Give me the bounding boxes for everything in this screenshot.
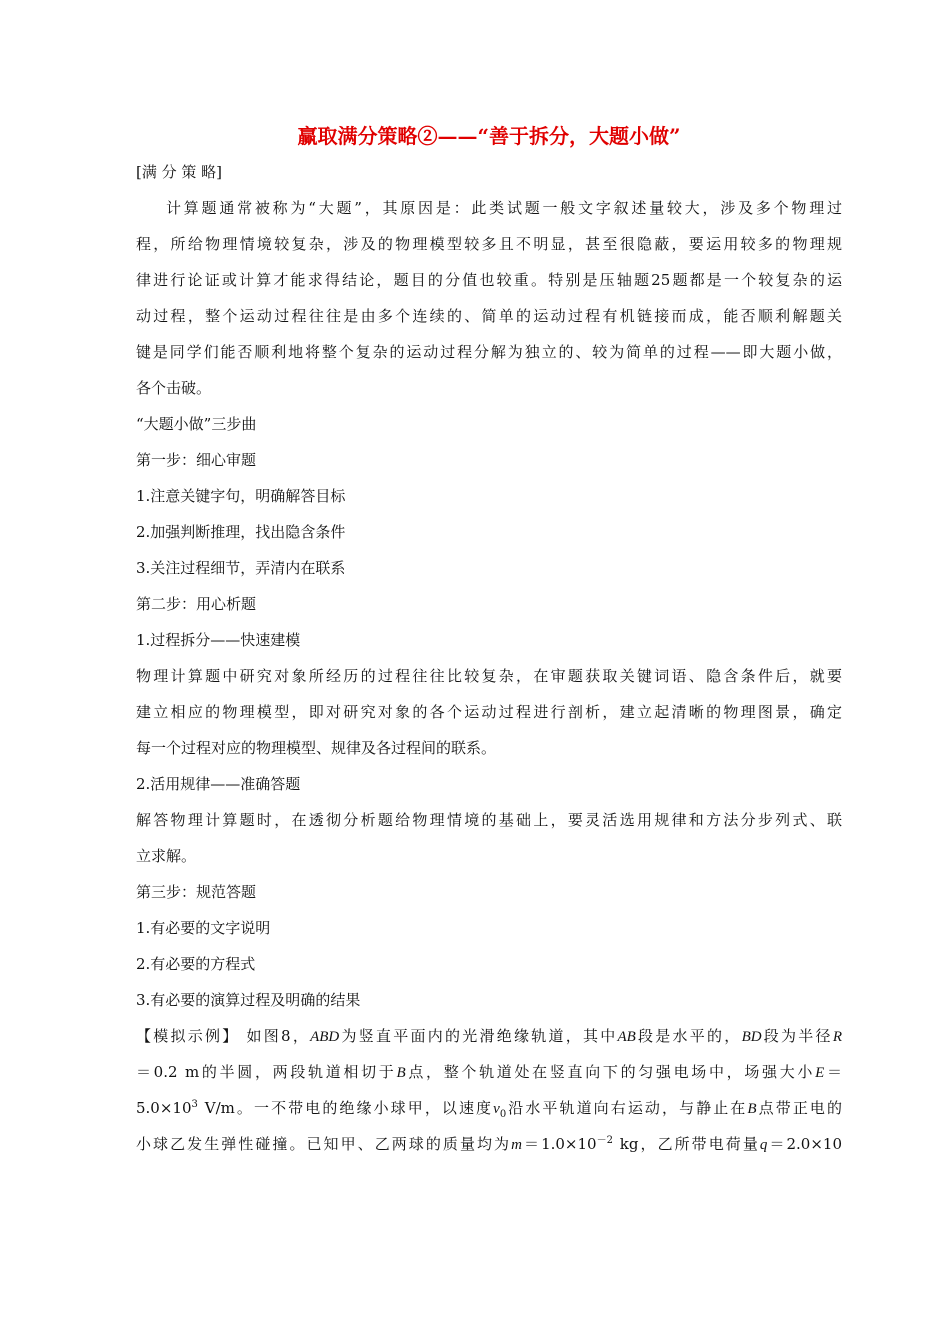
step2-heading: 第二步：用心析题	[136, 595, 257, 613]
example-text: 沿水平轨道向右运动，与静止在	[506, 1099, 748, 1117]
example-text: 小球乙发生弹性碰撞。已知甲、乙两球的质量均为	[136, 1135, 512, 1153]
math-symbol: ABD	[310, 1029, 340, 1045]
step1-heading: 第一步：细心审题	[136, 451, 257, 469]
exponent: 3	[191, 1099, 198, 1110]
math-symbol: q	[759, 1137, 768, 1153]
intro-line: 律进行论证或计算才能求得结论，题目的分值也较重。特别是压轴题25题都是一个较复杂的运	[136, 271, 842, 289]
step2-item1-line: 物理计算题中研究对象所经历的过程往往比较复杂，在审题获取关键词语、隐含条件后，就要	[136, 667, 842, 685]
example-line	[136, 1090, 842, 1126]
math-symbol: BD	[741, 1029, 762, 1045]
intro-line: 各个击破。	[136, 379, 212, 397]
three-steps-heading: “大题小做”三步曲	[136, 415, 257, 433]
page-title: 赢取满分策略②——“善于拆分，大题小做”	[297, 124, 681, 148]
example-text: 段是水平的，	[635, 1027, 742, 1045]
math-symbol: B	[396, 1065, 406, 1081]
example-line	[136, 1126, 842, 1162]
example-text: 段为半径	[761, 1027, 833, 1045]
example-line	[136, 1018, 842, 1054]
step3-item: 1.有必要的文字说明	[136, 919, 271, 937]
math-symbol: AB	[617, 1029, 636, 1045]
example-text: ＝2.0×10	[767, 1135, 842, 1153]
math-symbol: B	[747, 1101, 757, 1117]
step2-item2-line: 立求解。	[136, 847, 197, 865]
step2-item1-line: 建立相应的物理模型，即对研究对象的各个运动过程进行剖析，建立起清晰的物理图景，确定	[136, 703, 842, 721]
step3-item: 2.有必要的方程式	[136, 955, 256, 973]
intro-paragraph	[136, 190, 842, 406]
example-text: 如图8，	[246, 1027, 311, 1045]
step2-item2-heading: 2.活用规律——准确答题	[136, 775, 301, 793]
example-tag: 【模拟示例】	[136, 1027, 240, 1045]
example-text: 为竖直平面内的光滑绝缘轨道，其中	[339, 1027, 618, 1045]
step2-item1-line: 每一个过程对应的物理模型、规律及各过程间的联系。	[136, 739, 497, 757]
example-text: 点带正电的	[756, 1099, 842, 1117]
exponent: －2	[596, 1135, 613, 1146]
step1-item: 2.加强判断推理，找出隐含条件	[136, 523, 346, 541]
example-text: ＝1.0×10	[521, 1135, 597, 1153]
math-symbol: v	[493, 1101, 500, 1117]
intro-line: 动过程，整个运动过程往往是由多个连续的、简单的运动过程有机链接而成，能否顺利解题关	[136, 307, 842, 325]
step1-item: 1.注意关键字句，明确解答目标	[136, 487, 346, 505]
step1-item: 3.关注过程细节，弄清内在联系	[136, 559, 346, 577]
step2-item2-line: 解答物理计算题时，在透彻分析题给物理情境的基础上，要灵活选用规律和方法分步列式、联	[136, 811, 842, 829]
example-text: kg，乙所带电荷量	[612, 1135, 760, 1153]
example-text: V/m。一不带电的绝缘小球甲，以速度	[197, 1099, 494, 1117]
step2-item1-heading: 1.过程拆分——快速建模	[136, 631, 301, 649]
subscript: 0	[499, 1109, 507, 1120]
intro-line: 程，所给物理情境较复杂，涉及的物理模型较多且不明显，甚至很隐蔽，要运用较多的物理规	[136, 235, 842, 253]
math-symbol: R	[832, 1029, 842, 1045]
step3-item: 3.有必要的演算过程及明确的结果	[136, 991, 361, 1009]
intro-line: 计算题通常被称为“大题”，其原因是：此类试题一般文字叙述量较大，涉及多个物理过	[166, 199, 842, 217]
example-text: ＝	[824, 1063, 842, 1081]
section-label: [满 分 策 略]	[136, 163, 223, 181]
intro-line: 键是同学们能否顺利地将整个复杂的运动过程分解为独立的、较为简单的过程——即大题小做，	[136, 343, 842, 361]
example-text: ＝0.2 m的半圆，两段轨道相切于	[136, 1063, 397, 1081]
math-symbol: E	[815, 1065, 825, 1081]
document-body	[136, 118, 842, 1162]
step3-heading: 第三步：规范答题	[136, 883, 257, 901]
math-symbol: m	[511, 1137, 522, 1153]
example-text: 点，整个轨道处在竖直向下的匀强电场中，场强大小	[405, 1063, 816, 1081]
example-text: 5.0×10	[136, 1099, 192, 1117]
example-line	[136, 1054, 842, 1090]
